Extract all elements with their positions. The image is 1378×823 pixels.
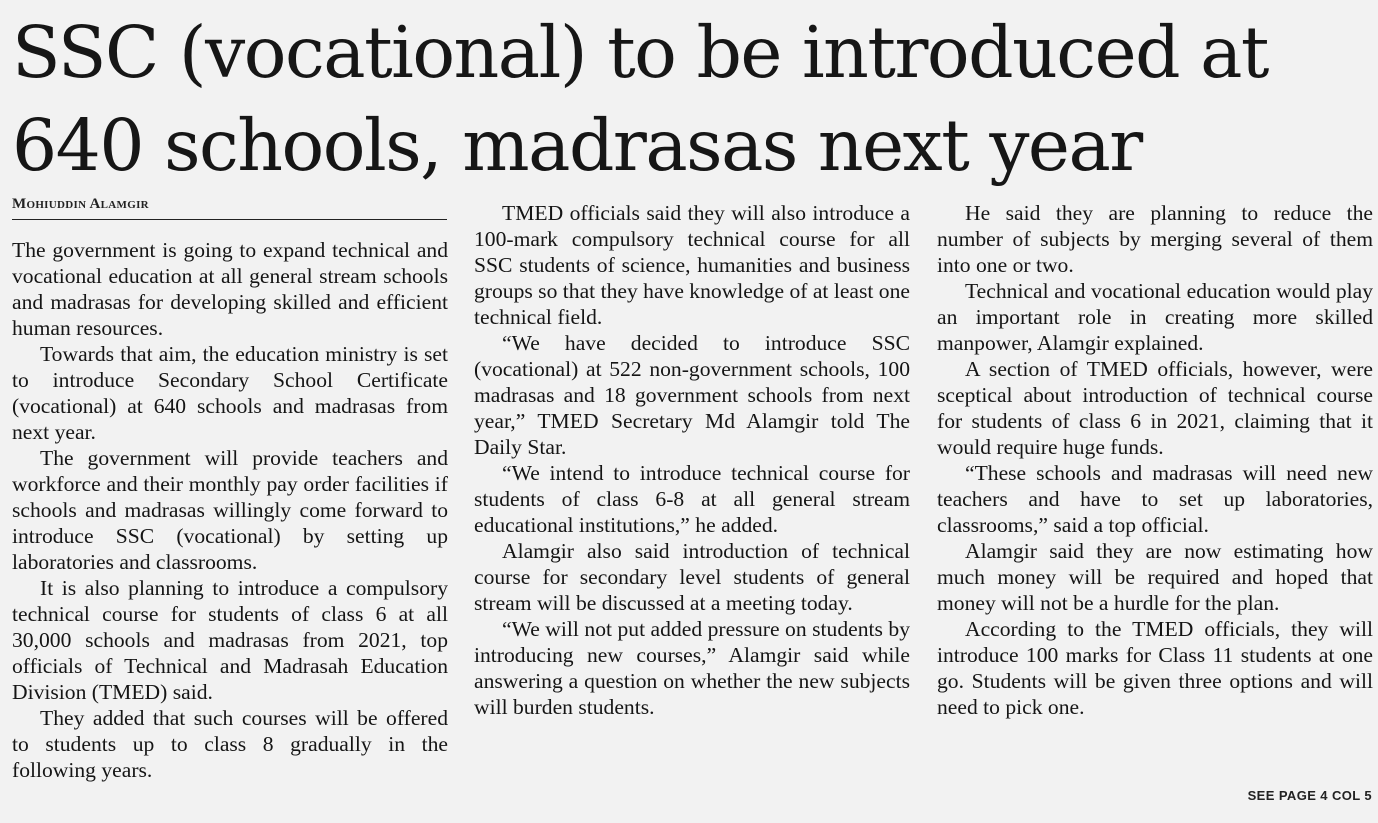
headline: SSC (vocational) to be introduced at 640 schools, madrasas next year — [12, 11, 1268, 187]
paragraph: It is also planning to introduce a compulsory technical course for students of class 6 at all 30,000 schools and madrasas from 2021, top officials of Technical and Madrasah Education Division (TMED) said. — [12, 576, 448, 704]
article-column-1 — [12, 237, 448, 783]
paragraph: “We intend to introduce technical course for students of class 6-8 at all general stream educational institutions,” he added. — [474, 461, 910, 537]
paragraph: They added that such courses will be offered to students up to class 8 gradually in the following years. — [12, 706, 448, 782]
paragraph: “These schools and madrasas will need new teachers and have to set up laboratories, classrooms,” said a top official. — [937, 461, 1373, 537]
paragraph: According to the TMED officials, they will introduce 100 marks for Class 11 students at one go. Students will be given three options and will need to pick one. — [937, 617, 1373, 719]
continuation-jump-line: SEE PAGE 4 COL 5 — [1247, 788, 1372, 803]
paragraph: Alamgir also said introduction of technical course for secondary level students of general stream will be discussed at a meeting today. — [474, 539, 910, 615]
paragraph: “We will not put added pressure on students by introducing new courses,” Alamgir said while answering a question on whether the new subjects will burden students. — [474, 617, 910, 719]
paragraph: A section of TMED officials, however, were sceptical about introduction of technical course for students of class 6 in 2021, claiming that it would require huge funds. — [937, 357, 1373, 459]
paragraph: Technical and vocational education would play an important role in creating more skilled manpower, Alamgir explained. — [937, 279, 1373, 355]
paragraph: TMED officials said they will also introduce a 100-mark compulsory technical course for all SSC students of science, humanities and business groups so that they have knowledge of at least one technical field. — [474, 201, 910, 329]
article-column-2 — [474, 200, 910, 720]
paragraph: “We have decided to introduce SSC (vocational) at 522 non-government schools, 100 madrasas and 18 government schools from next year,” TMED Secretary Md Alamgir told The Daily Star. — [474, 331, 910, 459]
paragraph: The government will provide teachers and workforce and their monthly pay order facilities if schools and madrasas willingly come forward to introduce SSC (vocational) by setting up laboratories and classrooms. — [12, 446, 448, 574]
paragraph: Towards that aim, the education ministry is set to introduce Secondary School Certificate (vocational) at 640 schools and madrasas from next year. — [12, 342, 448, 444]
paragraph: Alamgir said they are now estimating how much money will be required and hoped that money will not be a hurdle for the plan. — [937, 539, 1373, 615]
paragraph: He said they are planning to reduce the number of subjects by merging several of them into one or two. — [937, 201, 1373, 277]
byline: Mohiuddin Alamgir — [12, 196, 447, 220]
paragraph: The government is going to expand technical and vocational education at all general stream schools and madrasas for developing skilled and efficient human resources. — [12, 238, 448, 340]
article-column-3 — [937, 200, 1373, 720]
